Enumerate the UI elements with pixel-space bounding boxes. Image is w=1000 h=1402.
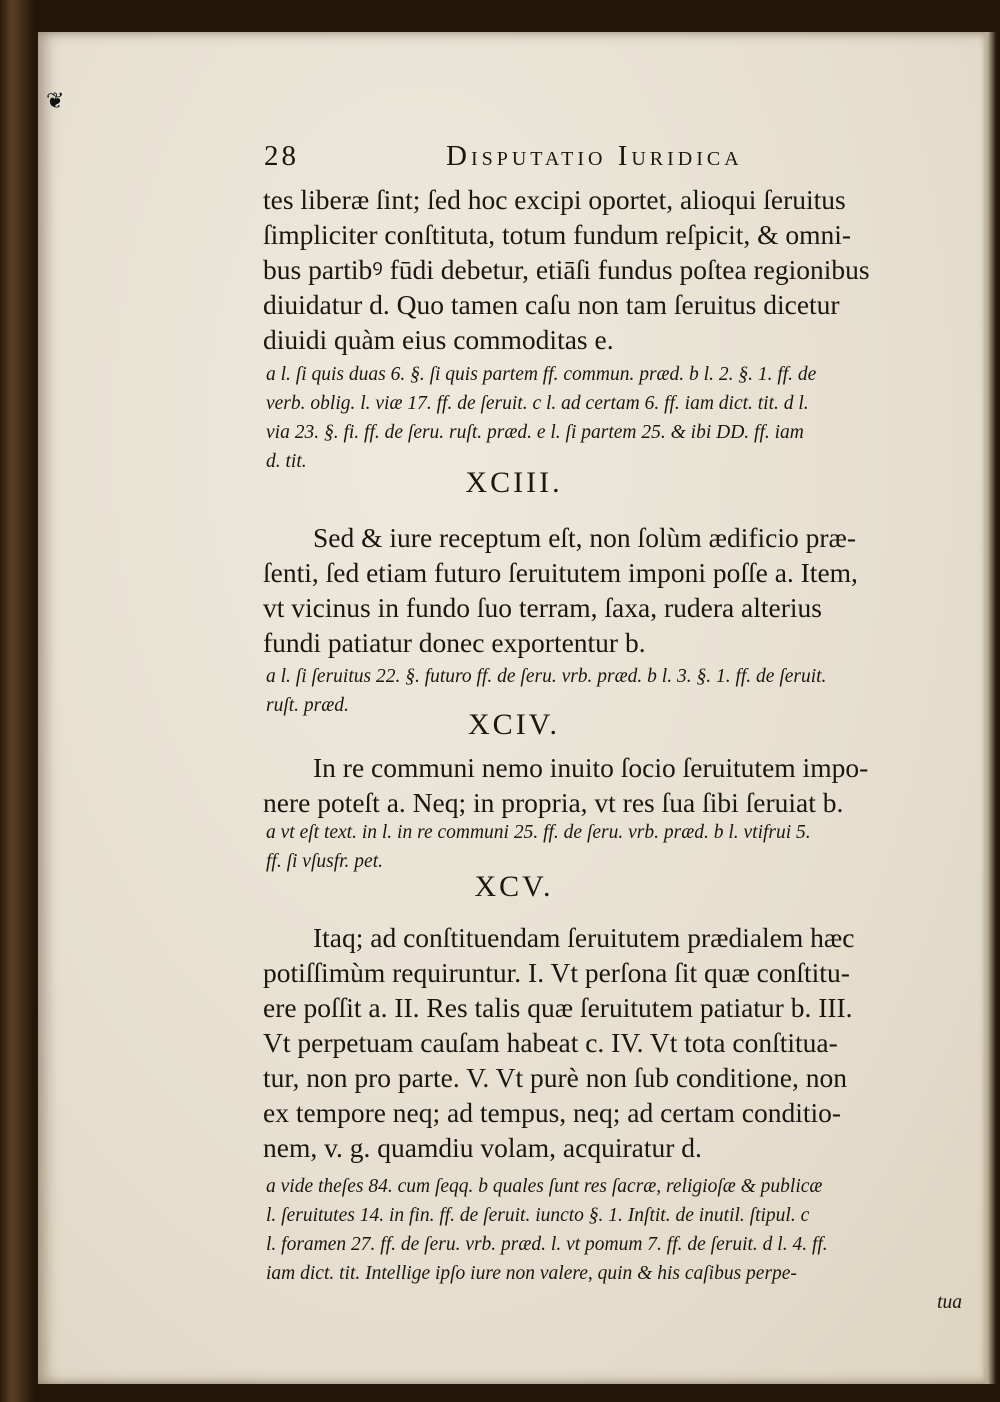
note-line: verb. oblig. l. viæ 17. ff. de ſeruit. c l. ad certam 6. ff. iam dict. tit. d l.: [266, 393, 809, 414]
footnotes: [266, 818, 966, 876]
text-line: ex tempore neq; ad tempus, neq; ad certam conditio-: [263, 1097, 842, 1128]
text-line: fundi patiatur donec exportentur b.: [263, 627, 646, 658]
note-line: a vide theſes 84. cum ſeqq. b quales ſunt res ſacræ, religioſæ & publicæ: [266, 1176, 823, 1197]
footnotes: [266, 1172, 966, 1317]
text-line: In re communi nemo inuito ſocio ſeruitutem impo-: [313, 752, 869, 783]
thesis-heading: XCIV.: [468, 708, 560, 741]
catchword: tua: [937, 1292, 962, 1313]
text-line: tes liberæ ſint; ſed hoc excipi oportet, alioqui ſeruitus: [263, 184, 846, 215]
footnotes: [266, 360, 966, 476]
running-header: [264, 140, 824, 180]
text-line: ſimpliciter conſtituta, totum fundum reſpicit, & omni-: [263, 219, 852, 250]
text-line: ere poſſit a. II. Res talis quæ ſeruitutem patiatur b. III.: [263, 992, 853, 1023]
note-line: a vt eſt text. in l. in re communi 25. ff. de ſeru. vrb. præd. b l. vtifrui 5.: [266, 822, 811, 843]
text-line: bus partibꝰ fūdi debetur, etiāſi fundus poſtea regionibus: [263, 254, 870, 285]
thesis-paragraph: [263, 520, 978, 660]
thesis-heading: XCIII.: [465, 466, 563, 499]
text-line: nere poteſt a. Neq; in propria, vt res ſua ſibi ſeruiat b.: [263, 787, 844, 818]
text-line: vt vicinus in fundo ſuo terram, ſaxa, rudera alterius: [263, 592, 822, 623]
ornament-mark: ❦: [46, 88, 65, 113]
note-line: a l. ſi quis duas 6. §. ſi quis partem ff. commun. præd. b l. 2. §. 1. ff. de: [266, 364, 817, 385]
text-line: potiſſimùm requiruntur. I. Vt perſona ſit quæ conſtitu-: [263, 957, 850, 988]
thesis-paragraph: [263, 750, 978, 820]
text-line: Itaq; ad conſtituendam ſeruitutem prædialem hæc: [313, 922, 855, 953]
note-line: l. ſeruitutes 14. in fin. ff. de ſeruit. iuncto §. 1. Inſtit. de inutil. ſtipul. c: [266, 1205, 810, 1226]
text-line: tur, non pro parte. V. Vt purè non ſub conditione, non: [263, 1062, 847, 1093]
book-page: [38, 32, 990, 1384]
note-line: via 23. §. fi. ff. de ſeru. ruſt. præd. e l. ſi partem 25. & ibi DD. ff. iam: [266, 422, 804, 443]
text-line: nem, v. g. quamdiu volam, acquiratur d.: [263, 1132, 702, 1163]
text-line: Sed & iure receptum eſt, non ſolùm ædificio præ-: [313, 522, 857, 553]
paragraph-continuation: [263, 182, 978, 357]
note-line: d. tit.: [266, 451, 307, 472]
thesis-paragraph: [263, 920, 978, 1165]
page-number: 28: [264, 140, 299, 172]
note-line: l. foramen 27. ff. de ſeru. vrb. præd. l. vt pomum 7. ff. de ſeruit. d l. 4. ff.: [266, 1234, 828, 1255]
note-line: ruſt. præd.: [266, 695, 349, 716]
text-line: diuidatur d. Quo tamen caſu non tam ſeruitus dicetur: [263, 289, 840, 320]
thesis-heading: XCV.: [474, 870, 554, 903]
text-line: Vt perpetuam cauſam habeat c. IV. Vt tota conſtitua-: [263, 1027, 838, 1058]
note-line: ff. ſi vſusfr. pet.: [266, 851, 383, 872]
text-line: ſenti, ſed etiam futuro ſeruitutem imponi poſſe a. Item,: [263, 557, 858, 588]
note-line: a l. ſi ſeruitus 22. §. futuro ff. de ſeru. vrb. præd. b l. 3. §. 1. ff. de ſeruit.: [266, 666, 827, 687]
note-line: iam dict. tit. Intellige ipſo iure non valere, quin & his caſibus perpe-: [266, 1263, 797, 1284]
text-line: diuidi quàm eius commoditas e.: [263, 324, 614, 355]
running-title: Disputatio Iuridica: [446, 140, 743, 172]
